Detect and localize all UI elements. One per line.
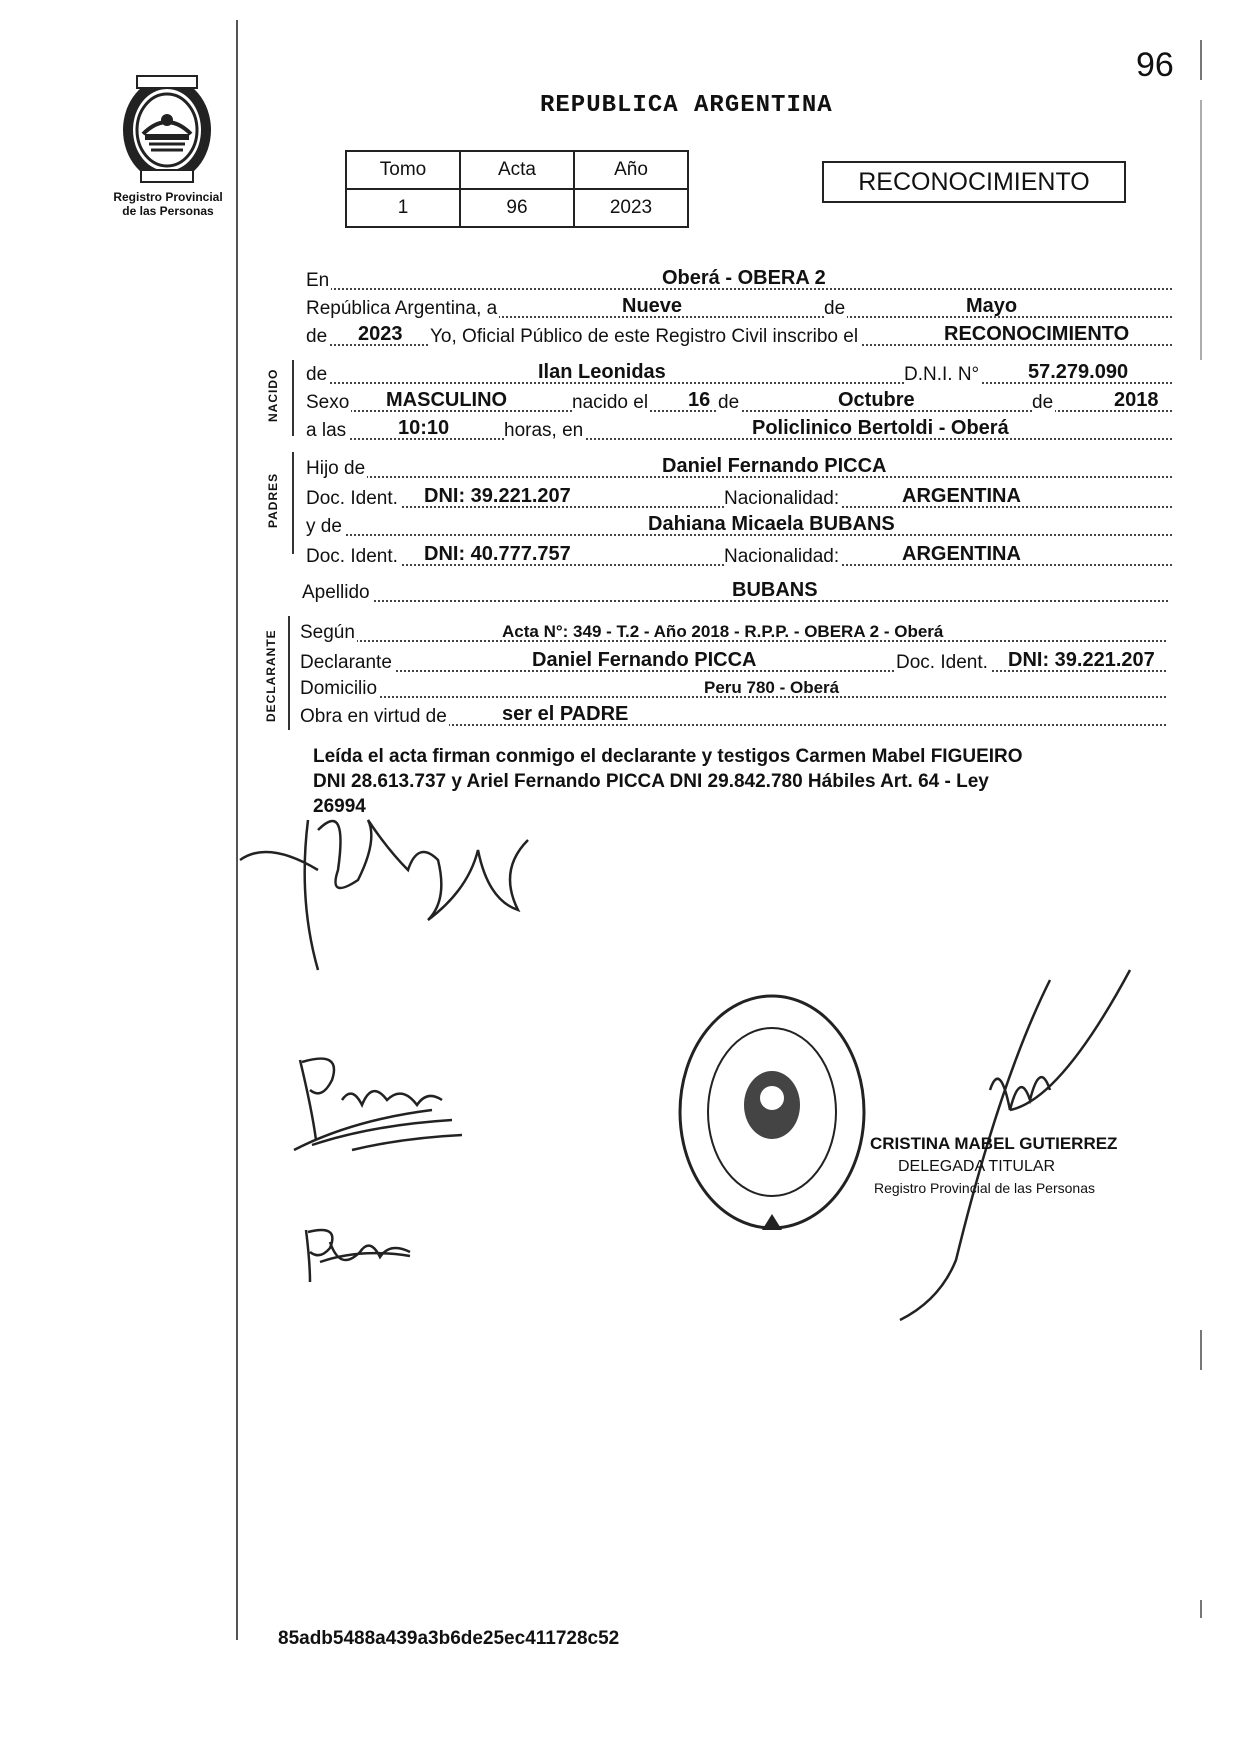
- value-dia: Nueve: [622, 295, 683, 317]
- value-dni: 57.279.090: [1028, 361, 1129, 383]
- document-title: REPUBLICA ARGENTINA: [540, 92, 833, 119]
- row-en: [306, 266, 1172, 292]
- label-nac-padre: Nacionalidad:: [724, 488, 840, 509]
- anio-header: Año: [574, 151, 688, 189]
- declarant-signature: [238, 780, 538, 980]
- label-nacido: nacido el: [572, 392, 649, 413]
- label-dni: D.N.I. N°: [904, 364, 980, 385]
- label-doc-madre: Doc. Ident.: [306, 546, 398, 567]
- delegation-stamp-seal: [672, 990, 872, 1240]
- value-padre: Daniel Fernando PICCA: [662, 455, 887, 477]
- statement-line2: DNI 28.613.737 y Ariel Fernando PICCA DNI 29.842.780 Hábiles Art. 64 - Ley: [313, 771, 989, 792]
- value-obra: ser el PADRE: [502, 703, 629, 725]
- label-declarante: Declarante: [300, 652, 392, 673]
- row-sexo: [306, 388, 1172, 414]
- registry-table: [345, 150, 689, 228]
- stamp-org: Registro Provincial de las Personas: [874, 1180, 1095, 1196]
- value-sexo: MASCULINO: [386, 389, 508, 411]
- row-segun: [300, 618, 1166, 644]
- nacido-section-bar: [292, 360, 294, 436]
- row-obra: [300, 702, 1166, 728]
- row-inscribe: [306, 322, 1172, 348]
- value-inscribe: RECONOCIMIENTO: [944, 323, 1130, 345]
- label-yde: y de: [306, 516, 342, 537]
- seal-caption-line1: Registro Provincial: [113, 190, 223, 204]
- stamp-title: DELEGADA TITULAR: [898, 1158, 1056, 1175]
- tomo-value: 1: [346, 189, 460, 227]
- value-mes: Mayo: [966, 295, 1018, 317]
- value-domicilio: Peru 780 - Oberá: [704, 678, 840, 697]
- witness-signature-1: [292, 1050, 472, 1160]
- label-nombre: de: [306, 364, 328, 385]
- label-de3: de: [718, 392, 740, 413]
- page-number: 96: [1136, 46, 1174, 84]
- statement-line1: Leída el acta firman conmigo el declarante y testigos Carmen Mabel FIGUEIRO: [313, 746, 1023, 767]
- label-de2: de: [306, 326, 328, 347]
- declarante-section-bar: [288, 616, 290, 730]
- row-padre: [306, 454, 1172, 480]
- row-madre-doc: [306, 542, 1172, 568]
- value-padre-nac: ARGENTINA: [902, 485, 1021, 507]
- label-apellido: Apellido: [302, 582, 370, 603]
- label-alas: a las: [306, 420, 347, 441]
- value-segun: Acta N°: 349 - T.2 - Año 2018 - R.P.P. - OBERA 2 - Oberá: [502, 622, 944, 641]
- padres-section-bar: [292, 452, 294, 554]
- row-madre: [306, 512, 1172, 538]
- acta-header: Acta: [460, 151, 574, 189]
- row-apellido: [302, 578, 1168, 604]
- value-padre-doc: DNI: 39.221.207: [424, 485, 571, 507]
- value-nombre: Ilan Leonidas: [538, 361, 666, 383]
- label-domicilio: Domicilio: [300, 678, 378, 699]
- value-decl-doc: DNI: 39.221.207: [1008, 649, 1155, 671]
- right-edge-mark: [1200, 1600, 1202, 1618]
- witness-signature-2: [300, 1222, 420, 1292]
- row-declarante: [300, 648, 1166, 674]
- label-republica: República Argentina, a: [306, 298, 498, 319]
- value-declarante: Daniel Fernando PICCA: [532, 649, 757, 671]
- value-anio: 2023: [358, 323, 403, 345]
- row-domicilio: [300, 674, 1166, 700]
- row-hora: [306, 416, 1172, 442]
- anio-value: 2023: [574, 189, 688, 227]
- value-lugar: Policlinico Bertoldi - Oberá: [752, 417, 1009, 439]
- document-hash: 85adb5488a439a3b6de25ec411728c52: [278, 1628, 620, 1649]
- row-republica: [306, 294, 1172, 320]
- right-edge-mark: [1200, 100, 1202, 360]
- row-padre-doc: [306, 484, 1172, 510]
- value-apellido: BUBANS: [732, 579, 818, 601]
- row-nombre: [306, 360, 1172, 386]
- statement-line3: 26994: [313, 796, 366, 817]
- label-obra: Obra en virtud de: [300, 706, 447, 727]
- label-de4: de: [1032, 392, 1054, 413]
- label-yo: Yo, Oficial Público de este Registro Civil inscribo el: [430, 326, 859, 347]
- acta-value: 96: [460, 189, 574, 227]
- seal-caption-line2: de las Personas: [122, 204, 214, 218]
- seal-caption: [98, 190, 238, 218]
- value-nac-dia: 16: [688, 389, 711, 411]
- label-horas: horas, en: [504, 420, 584, 441]
- label-segun: Según: [300, 622, 355, 643]
- act-type-box: RECONOCIMIENTO: [822, 161, 1126, 203]
- label-doc-padre: Doc. Ident.: [306, 488, 398, 509]
- value-madre-nac: ARGENTINA: [902, 543, 1021, 565]
- side-label-declarante: DECLARANTE: [264, 629, 278, 722]
- label-en: En: [306, 270, 330, 291]
- value-en: Oberá - OBERA 2: [662, 267, 826, 289]
- value-madre: Dahiana Micaela BUBANS: [648, 513, 895, 535]
- stamp-name: CRISTINA MABEL GUTIERREZ: [870, 1134, 1118, 1153]
- value-nac-mes: Octubre: [838, 389, 915, 411]
- value-nac-anio: 2018: [1114, 389, 1159, 411]
- label-nac-madre: Nacionalidad:: [724, 546, 840, 567]
- label-de: de: [824, 298, 846, 319]
- tomo-header: Tomo: [346, 151, 460, 189]
- side-label-nacido: NACIDO: [266, 368, 280, 422]
- right-edge-mark: [1200, 40, 1202, 80]
- value-madre-doc: DNI: 40.777.757: [424, 543, 571, 565]
- label-hijo: Hijo de: [306, 458, 366, 479]
- label-decl-doc: Doc. Ident.: [896, 652, 988, 673]
- side-label-padres: PADRES: [266, 472, 280, 528]
- value-hora: 10:10: [398, 417, 450, 439]
- provincial-seal-emblem: [115, 70, 220, 188]
- label-sexo: Sexo: [306, 392, 350, 413]
- right-edge-mark: [1200, 1330, 1202, 1370]
